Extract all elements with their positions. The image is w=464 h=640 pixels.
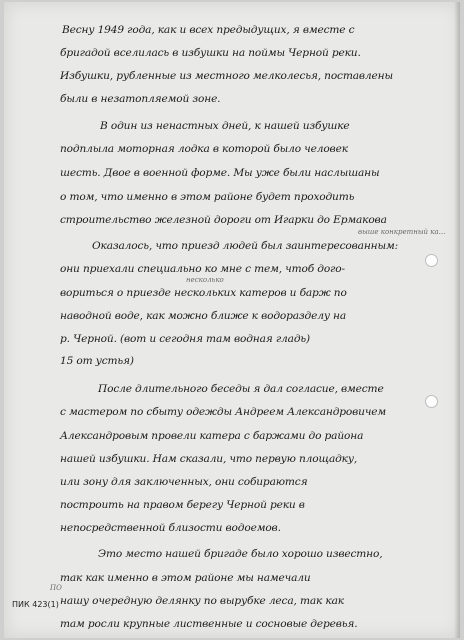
margin-note: несколько	[186, 276, 224, 284]
text-line: Весну 1949 года, как и всех предыдущих, я вместе с	[62, 24, 355, 36]
text-line: шесть. Двое в военной форме. Мы уже были наслышаны	[60, 167, 380, 179]
text-line: о том, что именно в этом районе будет проходить	[60, 191, 355, 203]
text-line: Александровым провели катера с баржами до района	[60, 430, 364, 442]
text-line: вориться о приезде нескольких катеров и барж по	[60, 287, 347, 299]
margin-mark: ПО	[50, 584, 62, 592]
punch-hole-top	[425, 254, 438, 267]
text-line: нашей избушки. Нам сказали, что первую площадку,	[60, 453, 358, 465]
archive-number: ПИК 423(1)	[12, 600, 59, 609]
text-line: подплыла моторная лодка в которой было человек	[60, 143, 348, 155]
punch-hole-bottom	[425, 395, 438, 408]
text-line: были в незатопляемой зоне.	[60, 93, 221, 105]
text-line: наводной воде, как можно ближе к водоразделу на	[60, 310, 347, 322]
text-line: После длительного беседы я дал согласие, вместе	[98, 383, 384, 395]
text-line: с мастером по сбыту одежды Андреем Александровичем	[60, 406, 387, 418]
text-line: В один из ненастных дней, к нашей избушке	[100, 120, 350, 132]
margin-note: выше конкретный ка...	[358, 228, 446, 236]
page-edge-shadow	[454, 2, 460, 638]
text-line: построить на правом берегу Черной реки в	[60, 499, 305, 511]
text-line: они приехали специально ко мне с тем, чтоб дого-	[60, 263, 345, 275]
text-line: бригадой вселилась в избушки на поймы Черной реки.	[60, 47, 361, 59]
text-line: Это место нашей бригаде было хорошо известно,	[98, 548, 383, 560]
text-line: непосредственной близости водоемов.	[60, 522, 281, 534]
text-line: или зону для заключенных, они собираются	[60, 476, 308, 488]
text-line: Оказалось, что приезд людей был заинтересованным:	[92, 240, 399, 252]
text-line: 15 от устья)	[60, 355, 134, 367]
text-line: так как именно в этом районе мы намечали	[60, 572, 311, 584]
text-line: строительство железной дороги от Игарки до Ермакова	[60, 214, 387, 226]
text-line: Избушки, рубленные из местного мелколесья, поставлены	[60, 70, 393, 82]
text-line: нашу очередную делянку по вырубке леса, так как	[60, 595, 344, 607]
text-line: р. Черной. (вот и сегодня там водная гладь)	[60, 333, 310, 345]
text-line: там росли крупные лиственные и сосновые деревья.	[60, 618, 358, 630]
